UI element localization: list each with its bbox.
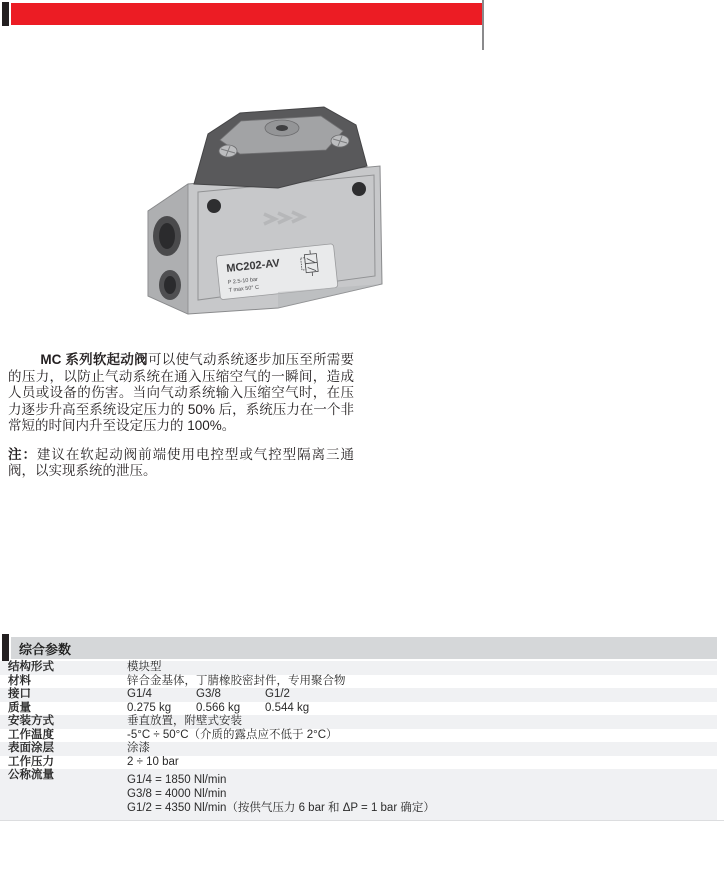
note-paragraph	[8, 447, 354, 480]
spec-row-values	[127, 715, 717, 729]
table-row	[0, 661, 717, 675]
spec-row-label: 材料	[8, 674, 31, 687]
product-model-text: MC202-AV	[225, 257, 281, 275]
table-row	[0, 688, 717, 702]
screw-hole-right	[352, 182, 366, 196]
port-bore-2	[164, 276, 176, 294]
spec-row-label: 接口	[8, 688, 31, 700]
spec-row-values	[127, 742, 717, 756]
table-row	[0, 769, 717, 821]
product-photo	[128, 96, 412, 342]
spec-value: G3/8	[196, 688, 221, 700]
spec-row-values	[127, 756, 717, 770]
spec-row-values	[127, 702, 717, 716]
spec-value: G1/2	[265, 688, 290, 700]
note-lead: 注：	[8, 446, 37, 462]
spec-row-values	[127, 769, 717, 821]
spec-value: G1/2 = 4350 Nl/min（按供气压力 6 bar 和 ΔP = 1 bar 确定）	[127, 802, 435, 814]
screw-hole-left	[207, 199, 221, 213]
intro-paragraph	[8, 352, 354, 435]
spec-row-label: 安装方式	[8, 715, 54, 727]
valve-illustration	[128, 96, 412, 342]
note-body: 建议在软起动阀前端使用电控型或气控型隔离三通阀，以实现系统的泄压。	[8, 446, 355, 478]
spec-value: G1/4	[127, 688, 152, 700]
spec-row-values	[127, 729, 717, 743]
spec-row-values	[127, 661, 717, 675]
cap-screw-left	[219, 145, 237, 157]
intro-lead: MC 系列软起动阀	[40, 352, 148, 367]
spec-value: 锌合金基体，丁腈橡胶密封件，专用聚合物	[127, 674, 346, 687]
spec-value: 0.275 kg	[127, 701, 172, 714]
spec-row-values	[127, 675, 717, 689]
spec-row-values	[127, 688, 717, 702]
table-row	[0, 756, 717, 770]
section-header-bar	[11, 637, 717, 659]
spec-value: 垂直放置，附壁式安装	[127, 715, 242, 727]
product-temp-text: T max 50° C	[228, 284, 260, 294]
section-black-accent-bar	[2, 634, 9, 661]
cap-screw-right	[331, 135, 349, 147]
table-row	[0, 675, 717, 689]
spec-value: G3/8 = 4000 Nl/min	[127, 788, 227, 800]
product-pressure-text: P 2.5-10 bar	[227, 276, 259, 286]
banner-divider-line	[482, 0, 484, 50]
port-bore	[159, 223, 175, 249]
table-row	[0, 729, 717, 743]
top-black-accent-bar	[2, 2, 9, 26]
spec-value: G1/4 = 1850 Nl/min	[127, 774, 227, 786]
spec-row-label: 工作压力	[8, 755, 54, 768]
spec-value: 0.566 kg	[196, 701, 241, 714]
spec-value: 0.544 kg	[265, 701, 310, 714]
spec-row-label: 结构形式	[8, 661, 54, 673]
spec-row-label: 工作温度	[8, 728, 54, 741]
description-block	[8, 352, 354, 480]
center-boss-bore	[276, 125, 288, 131]
spec-row-label: 公称流量	[8, 769, 54, 781]
spec-value: 2 ÷ 10 bar	[127, 755, 179, 768]
spec-value: 模块型	[127, 661, 162, 673]
intro-body: 可以使气动系统逐步加压至所需要的压力，以防止气动系统在通入压缩空气的一瞬间，造成人员或设备的伤害。当向气动系统输入压缩空气时，在压力逐步升高至系统设定压力的 50% 后，系统压力在一个非常短的时间内升至设定压力的 100%。	[8, 352, 355, 433]
spec-row-label: 质量	[8, 701, 31, 714]
spec-table	[0, 661, 717, 821]
top-red-banner	[11, 3, 482, 25]
spec-value: -5°C ÷ 50°C（介质的露点应不低于 2°C）	[127, 728, 338, 741]
table-row	[0, 742, 717, 756]
section-title: 综合参数	[19, 641, 72, 657]
table-row	[0, 702, 717, 716]
spec-value: 涂漆	[127, 742, 150, 754]
spec-row-label: 表面涂层	[8, 742, 54, 754]
table-row	[0, 715, 717, 729]
table-bottom-rule	[0, 820, 724, 821]
